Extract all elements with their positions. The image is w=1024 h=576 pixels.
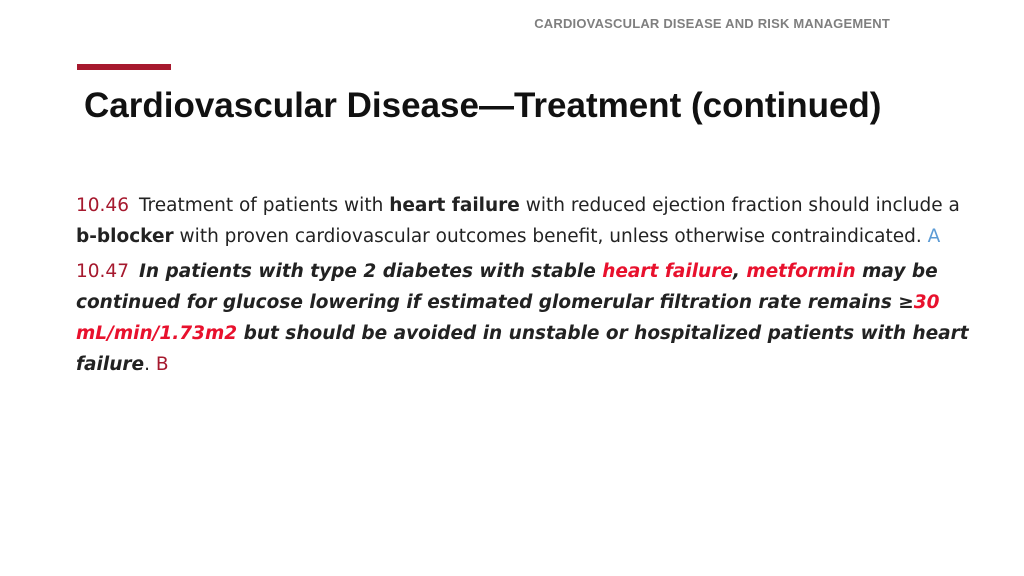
highlight-egfr-threshold: 30 mL/min/1.73m2 xyxy=(76,292,940,344)
highlight-heart-failure: heart failure xyxy=(602,261,733,282)
slide-title: Cardiovascular Disease—Treatment (continued) xyxy=(84,86,882,125)
recommendation-10-47 xyxy=(76,256,976,380)
recommendation-text: may be continued for glucose lowering if estimated glomerular filtration rate remains ≥ xyxy=(76,261,938,313)
recommendation-text: with reduced ejection fraction should include a xyxy=(519,195,960,216)
recommendation-10-46 xyxy=(76,190,976,252)
recommendation-text: In patients with type 2 diabetes with stable xyxy=(138,261,603,282)
evidence-grade: B xyxy=(155,354,169,375)
recommendation-number: 10.46 xyxy=(76,195,129,216)
recommendation-text: with proven cardiovascular outcomes benefit, unless otherwise contraindicated. xyxy=(173,226,928,247)
emphasis-b-blocker: b-blocker xyxy=(76,226,174,247)
slide-body xyxy=(76,190,976,384)
emphasis-heart-failure: heart failure xyxy=(389,195,520,216)
recommendation-number: 10.47 xyxy=(76,261,129,282)
evidence-grade: A xyxy=(927,226,941,247)
recommendation-text: , xyxy=(732,261,747,282)
highlight-metformin: metformin xyxy=(746,261,856,282)
title-accent-bar xyxy=(77,64,171,70)
recommendation-text: Treatment of patients with xyxy=(138,195,390,216)
recommendation-text: but should be avoided in unstable or hospitalized patients with heart failure xyxy=(76,323,969,375)
recommendation-text: . xyxy=(144,354,156,375)
section-header: CARDIOVASCULAR DISEASE AND RISK MANAGEMENT xyxy=(534,16,890,31)
